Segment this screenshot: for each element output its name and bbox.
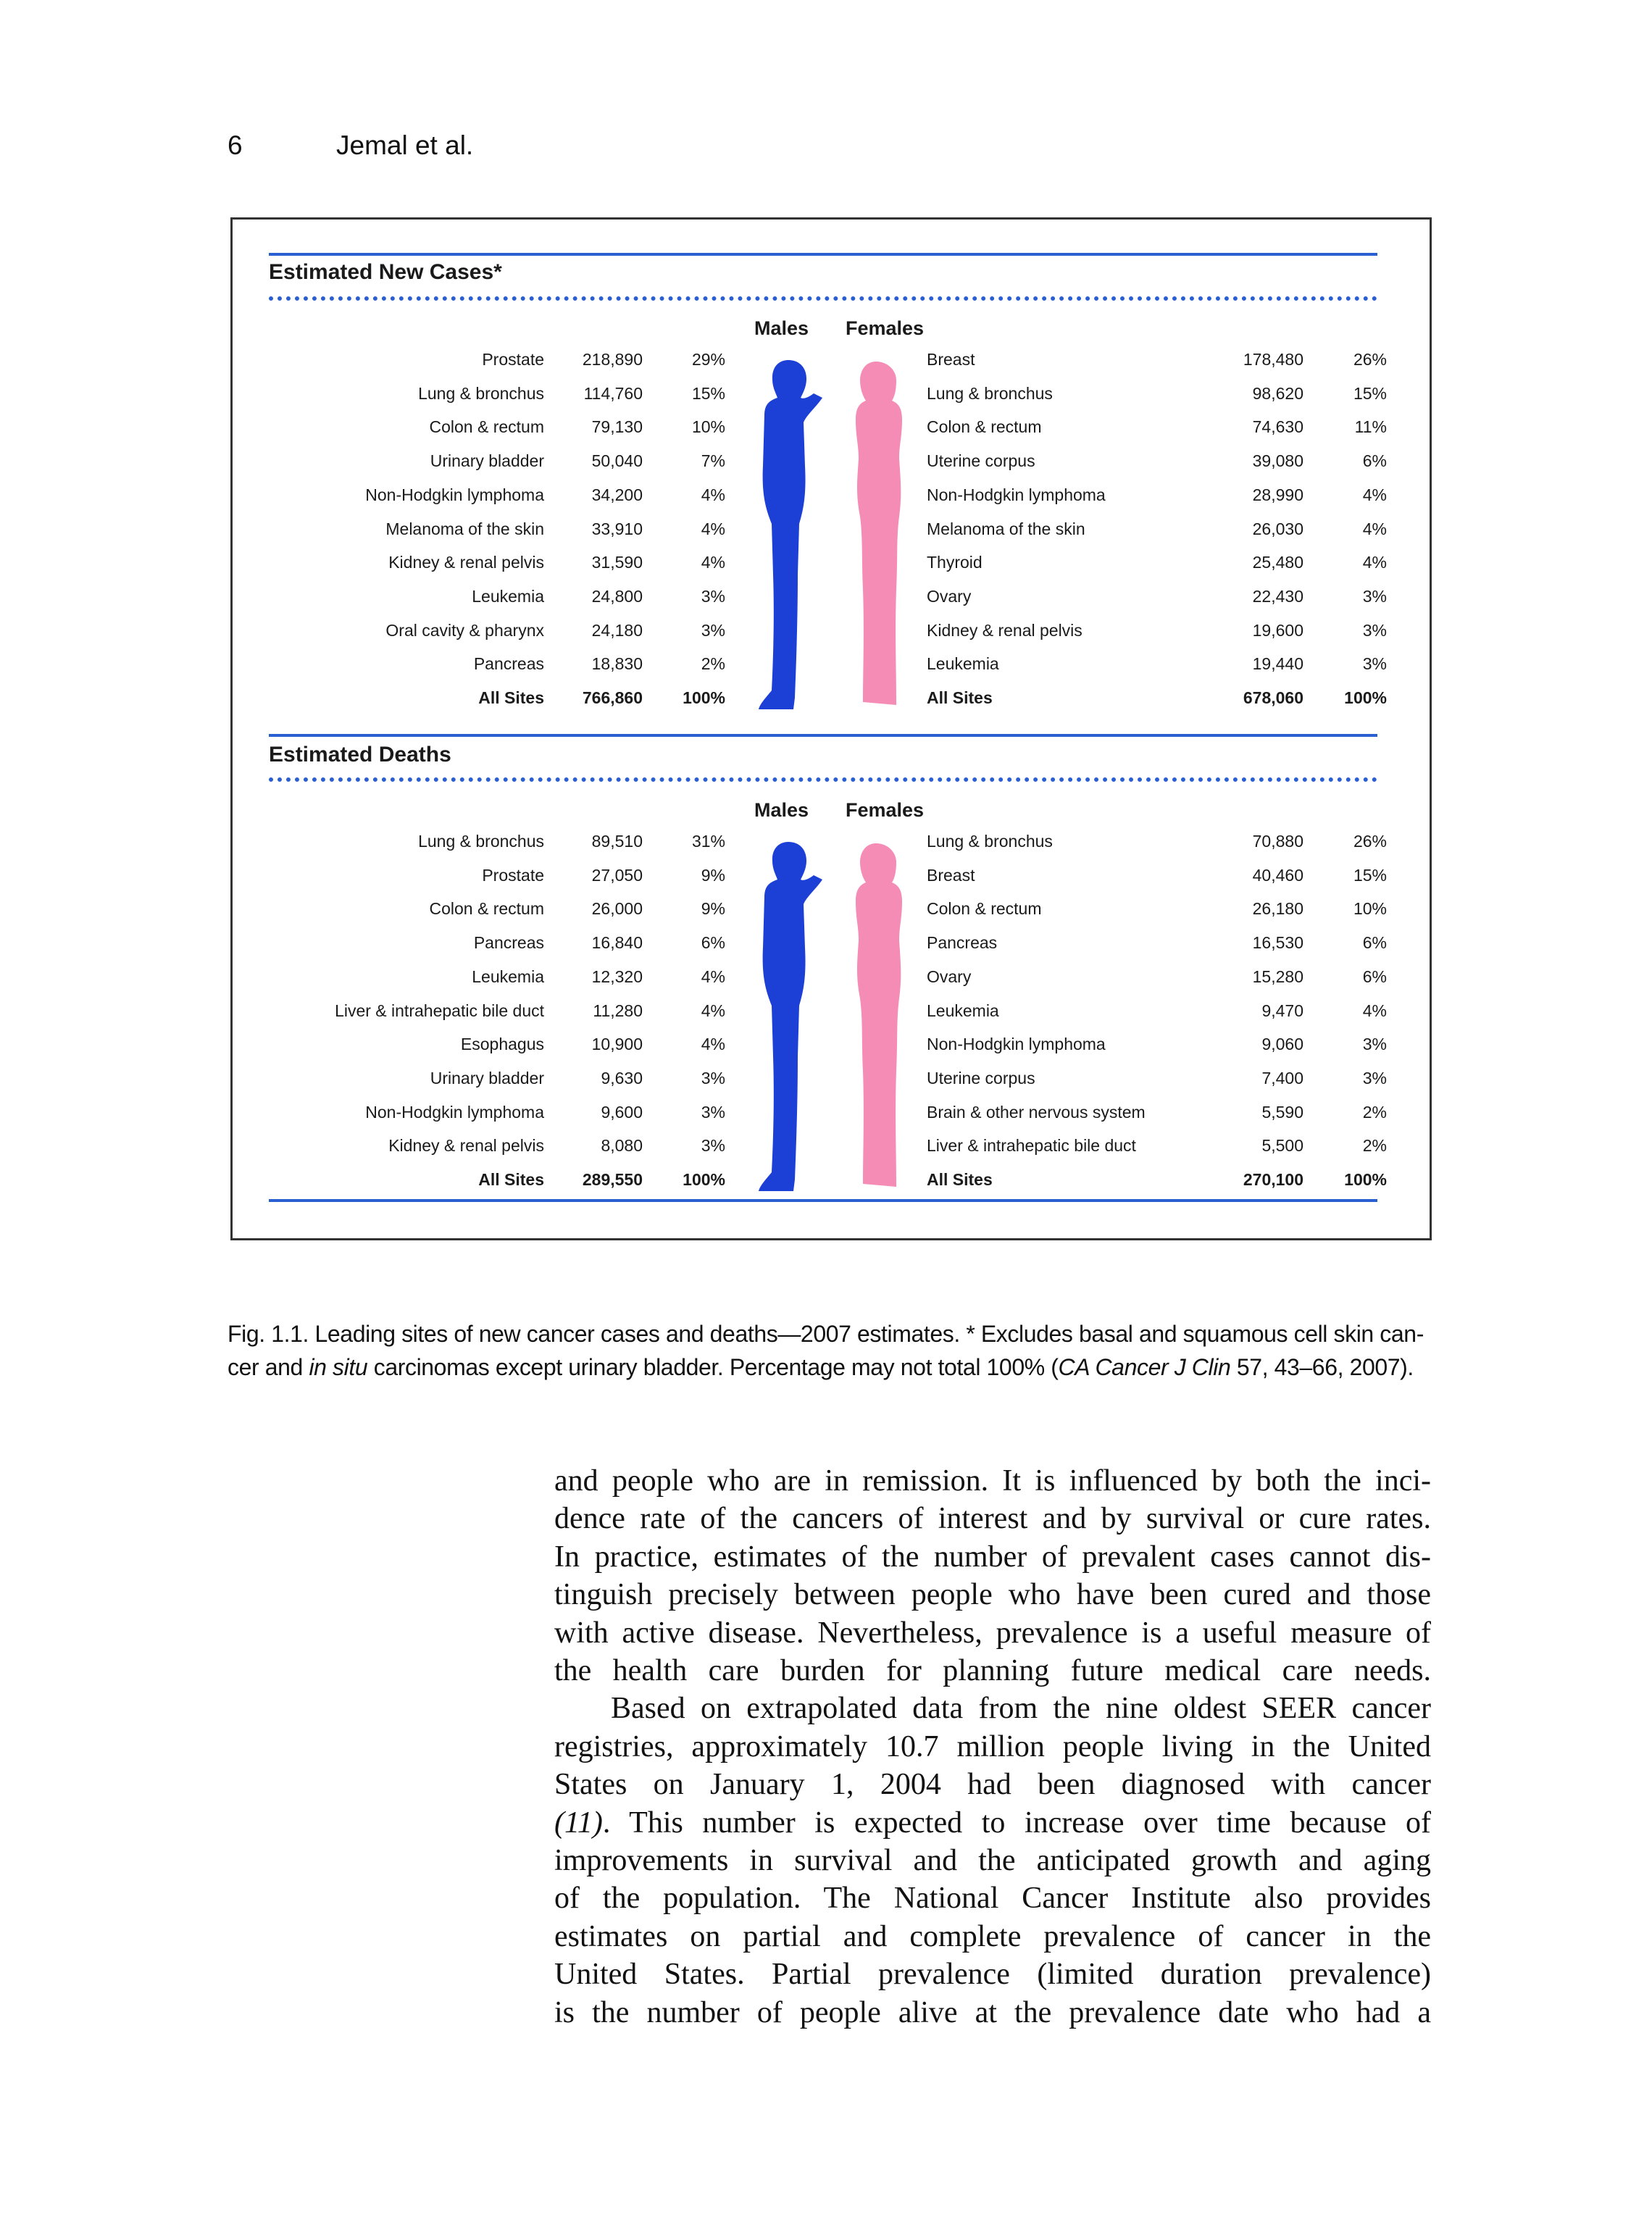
male-site: Prostate (482, 350, 544, 369)
female-count: 39,080 (1252, 451, 1303, 471)
table-row (233, 621, 1434, 650)
male-count: 9,600 (601, 1102, 643, 1122)
male-count: 27,050 (591, 865, 643, 885)
female-count: 7,400 (1261, 1068, 1303, 1088)
male-site: Urinary bladder (430, 1068, 544, 1088)
table-row (233, 1035, 1434, 1064)
female-percent: 3% (1362, 586, 1387, 606)
table-total-row (233, 1170, 1434, 1199)
female-count: 270,100 (1243, 1170, 1303, 1189)
caption-line-1: Fig. 1.1. Leading sites of new cancer cases and deaths—2007 estimates. * Excludes basal and squamous cell skin can- (228, 1321, 1424, 1347)
female-site: Thyroid (927, 553, 983, 572)
male-percent: 2% (701, 654, 725, 674)
male-site: All Sites (478, 688, 544, 707)
body-line: and people who are in remission. It is influenced by both the inci- (554, 1464, 1431, 1498)
female-site: Breast (927, 865, 975, 885)
deaths-title: Estimated Deaths (269, 743, 451, 767)
female-percent: 3% (1362, 620, 1387, 640)
female-count: 19,600 (1252, 620, 1303, 640)
male-count: 24,180 (591, 620, 643, 640)
body-line: dence rate of the cancers of interest and by survival or cure rates. (554, 1502, 1431, 1536)
female-site: Ovary (927, 967, 972, 986)
male-count: 50,040 (591, 451, 643, 471)
male-silhouette-icon (756, 357, 828, 712)
female-site: Brain & other nervous system (927, 1102, 1146, 1122)
caption-line-2: cer and in situ carcinomas except urinary bladder. Percentage may not total 100% (CA Cancer J Clin 57, 43–66, 2007). (228, 1354, 1414, 1380)
male-percent: 100% (683, 688, 725, 707)
female-count: 28,990 (1252, 485, 1303, 504)
female-count: 9,060 (1261, 1035, 1303, 1054)
table-row (233, 519, 1434, 548)
female-site: Non-Hodgkin lymphoma (927, 485, 1106, 504)
table-row (233, 587, 1434, 616)
male-site: Lung & bronchus (418, 383, 544, 403)
male-count: 11,280 (593, 1001, 643, 1020)
female-count: 19,440 (1252, 654, 1303, 674)
table-row (233, 1136, 1434, 1165)
running-header (228, 130, 473, 161)
body-line: tinguish precisely between people who have been cured and those (554, 1578, 1431, 1612)
page-number: 6 (228, 130, 243, 160)
male-count: 31,590 (591, 553, 643, 572)
male-site: Kidney & renal pelvis (388, 1136, 544, 1156)
figure-caption (228, 1317, 1430, 1384)
figure-1-1 (230, 217, 1432, 1240)
male-site: All Sites (478, 1170, 544, 1189)
female-percent: 3% (1362, 1035, 1387, 1054)
female-site: Ovary (927, 586, 972, 606)
female-percent: 11% (1354, 417, 1387, 437)
female-percent: 100% (1344, 1170, 1387, 1189)
male-percent: 4% (701, 1035, 725, 1054)
male-percent: 15% (691, 383, 725, 403)
table-row (233, 451, 1434, 480)
male-site: Leukemia (472, 586, 544, 606)
body-line: the health care burden for planning future medical care needs. (554, 1654, 1431, 1688)
female-percent: 15% (1353, 865, 1387, 885)
deaths-males-label: Males (754, 799, 809, 821)
deaths-top-rule (269, 734, 1377, 737)
table-row (233, 967, 1434, 996)
male-percent: 3% (701, 1068, 725, 1088)
male-count: 34,200 (591, 485, 643, 504)
male-count: 26,000 (591, 899, 643, 919)
female-site: Liver & intrahepatic bile duct (927, 1136, 1136, 1156)
deaths-females-label: Females (846, 799, 925, 821)
female-count: 22,430 (1252, 586, 1303, 606)
table-row (233, 384, 1434, 413)
male-count: 16,840 (591, 933, 643, 953)
female-percent: 6% (1362, 451, 1387, 471)
male-count: 89,510 (591, 832, 643, 851)
female-count: 70,880 (1252, 832, 1303, 851)
male-site: Melanoma of the skin (385, 519, 544, 538)
table-total-row (233, 688, 1434, 717)
female-site: Leukemia (927, 1001, 999, 1020)
female-site: Lung & bronchus (927, 383, 1053, 403)
female-count: 25,480 (1252, 553, 1303, 572)
female-count: 26,030 (1252, 519, 1303, 538)
body-line: registries, approximately 10.7 million people living in the United (554, 1729, 1431, 1763)
body-line: Based on extrapolated data from the nine oldest SEER cancer (611, 1692, 1431, 1726)
female-percent: 26% (1353, 350, 1387, 369)
male-percent: 9% (701, 865, 725, 885)
new-cases-males-label: Males (754, 317, 809, 339)
female-percent: 6% (1362, 967, 1387, 986)
new-cases-title: Estimated New Cases* (269, 260, 502, 284)
female-percent: 4% (1362, 485, 1387, 504)
body-line: States on January 1, 2004 had been diagnosed with cancer (554, 1768, 1431, 1802)
female-percent: 6% (1362, 933, 1387, 953)
male-count: 114,760 (583, 383, 643, 403)
table-row (233, 866, 1434, 895)
body-line: (11). This number is expected to increase over time because of (554, 1806, 1431, 1840)
female-site: Pancreas (927, 933, 998, 953)
female-site: Melanoma of the skin (927, 519, 1085, 538)
female-percent: 10% (1353, 899, 1387, 919)
female-site: Colon & rectum (927, 417, 1042, 437)
female-site: Lung & bronchus (927, 832, 1053, 851)
male-count: 9,630 (601, 1068, 643, 1088)
male-count: 289,550 (582, 1170, 643, 1189)
male-site: Non-Hodgkin lymphoma (365, 1102, 544, 1122)
male-percent: 31% (691, 832, 725, 851)
male-percent: 3% (701, 586, 725, 606)
female-site: Colon & rectum (927, 899, 1042, 919)
female-site: Breast (927, 350, 975, 369)
female-site: All Sites (927, 1170, 993, 1189)
male-site: Urinary bladder (430, 451, 544, 471)
male-count: 218,890 (582, 350, 643, 369)
table-row (233, 350, 1434, 379)
table-row (233, 899, 1434, 928)
female-count: 26,180 (1252, 899, 1303, 919)
female-percent: 3% (1362, 654, 1387, 674)
male-site: Esophagus (460, 1035, 544, 1054)
male-percent: 4% (701, 553, 725, 572)
male-percent: 4% (701, 1001, 725, 1020)
female-count: 178,480 (1243, 350, 1303, 369)
male-percent: 29% (691, 350, 725, 369)
new-cases-top-rule (269, 253, 1377, 256)
female-count: 40,460 (1252, 865, 1303, 885)
deaths-dotted-rule (269, 777, 1377, 782)
male-count: 33,910 (591, 519, 643, 538)
female-percent: 100% (1344, 688, 1387, 707)
male-percent: 6% (701, 933, 725, 953)
male-percent: 9% (701, 899, 725, 919)
running-title: Jemal et al. (336, 130, 474, 160)
male-site: Colon & rectum (429, 899, 544, 919)
body-line: improvements in survival and the anticipated growth and aging (554, 1844, 1431, 1878)
table-row (233, 485, 1434, 514)
female-site: Non-Hodgkin lymphoma (927, 1035, 1106, 1054)
male-count: 79,130 (591, 417, 643, 437)
male-site: Lung & bronchus (418, 832, 544, 851)
male-percent: 4% (701, 967, 725, 986)
table-row (233, 933, 1434, 962)
male-site: Liver & intrahepatic bile duct (335, 1001, 544, 1020)
new-cases-females-label: Females (846, 317, 925, 339)
male-percent: 4% (701, 485, 725, 504)
female-count: 15,280 (1252, 967, 1303, 986)
table-row (233, 1103, 1434, 1132)
male-silhouette-icon (756, 839, 828, 1194)
male-percent: 7% (701, 451, 725, 471)
male-percent: 10% (691, 417, 725, 437)
female-site: Uterine corpus (927, 451, 1035, 471)
female-count: 678,060 (1243, 688, 1303, 707)
female-silhouette-icon (848, 839, 906, 1194)
female-site: Uterine corpus (927, 1068, 1035, 1088)
male-count: 24,800 (591, 586, 643, 606)
female-percent: 2% (1362, 1102, 1387, 1122)
male-percent: 3% (701, 1102, 725, 1122)
body-line: with active disease. Nevertheless, prevalence is a useful measure of (554, 1616, 1431, 1650)
female-count: 5,500 (1261, 1136, 1303, 1156)
female-site: Kidney & renal pelvis (927, 620, 1082, 640)
female-count: 9,470 (1261, 1001, 1303, 1020)
male-count: 12,320 (591, 967, 643, 986)
female-percent: 15% (1353, 383, 1387, 403)
female-count: 98,620 (1252, 383, 1303, 403)
male-site: Pancreas (473, 933, 544, 953)
male-site: Oral cavity & pharynx (385, 620, 544, 640)
male-site: Prostate (482, 865, 544, 885)
male-percent: 100% (683, 1170, 725, 1189)
female-silhouette-icon (848, 357, 906, 712)
female-site: All Sites (927, 688, 993, 707)
body-line: In practice, estimates of the number of prevalent cases cannot dis- (554, 1540, 1431, 1574)
table-row (233, 553, 1434, 582)
male-site: Colon & rectum (429, 417, 544, 437)
female-count: 5,590 (1261, 1102, 1303, 1122)
table-row (233, 832, 1434, 861)
body-line: is the number of people alive at the prevalence date who had a (554, 1995, 1431, 2029)
male-count: 10,900 (591, 1035, 643, 1054)
male-count: 766,860 (582, 688, 643, 707)
female-percent: 3% (1362, 1068, 1387, 1088)
male-site: Pancreas (473, 654, 544, 674)
female-percent: 26% (1353, 832, 1387, 851)
male-count: 18,830 (591, 654, 643, 674)
table-row (233, 1069, 1434, 1098)
female-percent: 2% (1362, 1136, 1387, 1156)
body-line: estimates on partial and complete prevalence of cancer in the (554, 1919, 1431, 1953)
female-percent: 4% (1362, 519, 1387, 538)
body-text (554, 1462, 1431, 2032)
male-site: Leukemia (472, 967, 544, 986)
table-row (233, 654, 1434, 683)
female-count: 16,530 (1252, 933, 1303, 953)
body-line: United States. Partial prevalence (limited duration prevalence) (554, 1958, 1431, 1992)
deaths-bottom-rule (269, 1199, 1377, 1202)
female-site: Leukemia (927, 654, 999, 674)
new-cases-dotted-rule (269, 296, 1377, 301)
male-percent: 3% (701, 1136, 725, 1156)
male-percent: 3% (701, 620, 725, 640)
female-percent: 4% (1362, 553, 1387, 572)
male-count: 8,080 (601, 1136, 643, 1156)
table-row (233, 1001, 1434, 1030)
table-row (233, 417, 1434, 446)
male-site: Non-Hodgkin lymphoma (365, 485, 544, 504)
male-percent: 4% (701, 519, 725, 538)
male-site: Kidney & renal pelvis (388, 553, 544, 572)
body-line: of the population. The National Cancer Institute also provides (554, 1882, 1431, 1916)
female-count: 74,630 (1252, 417, 1303, 437)
female-percent: 4% (1362, 1001, 1387, 1020)
